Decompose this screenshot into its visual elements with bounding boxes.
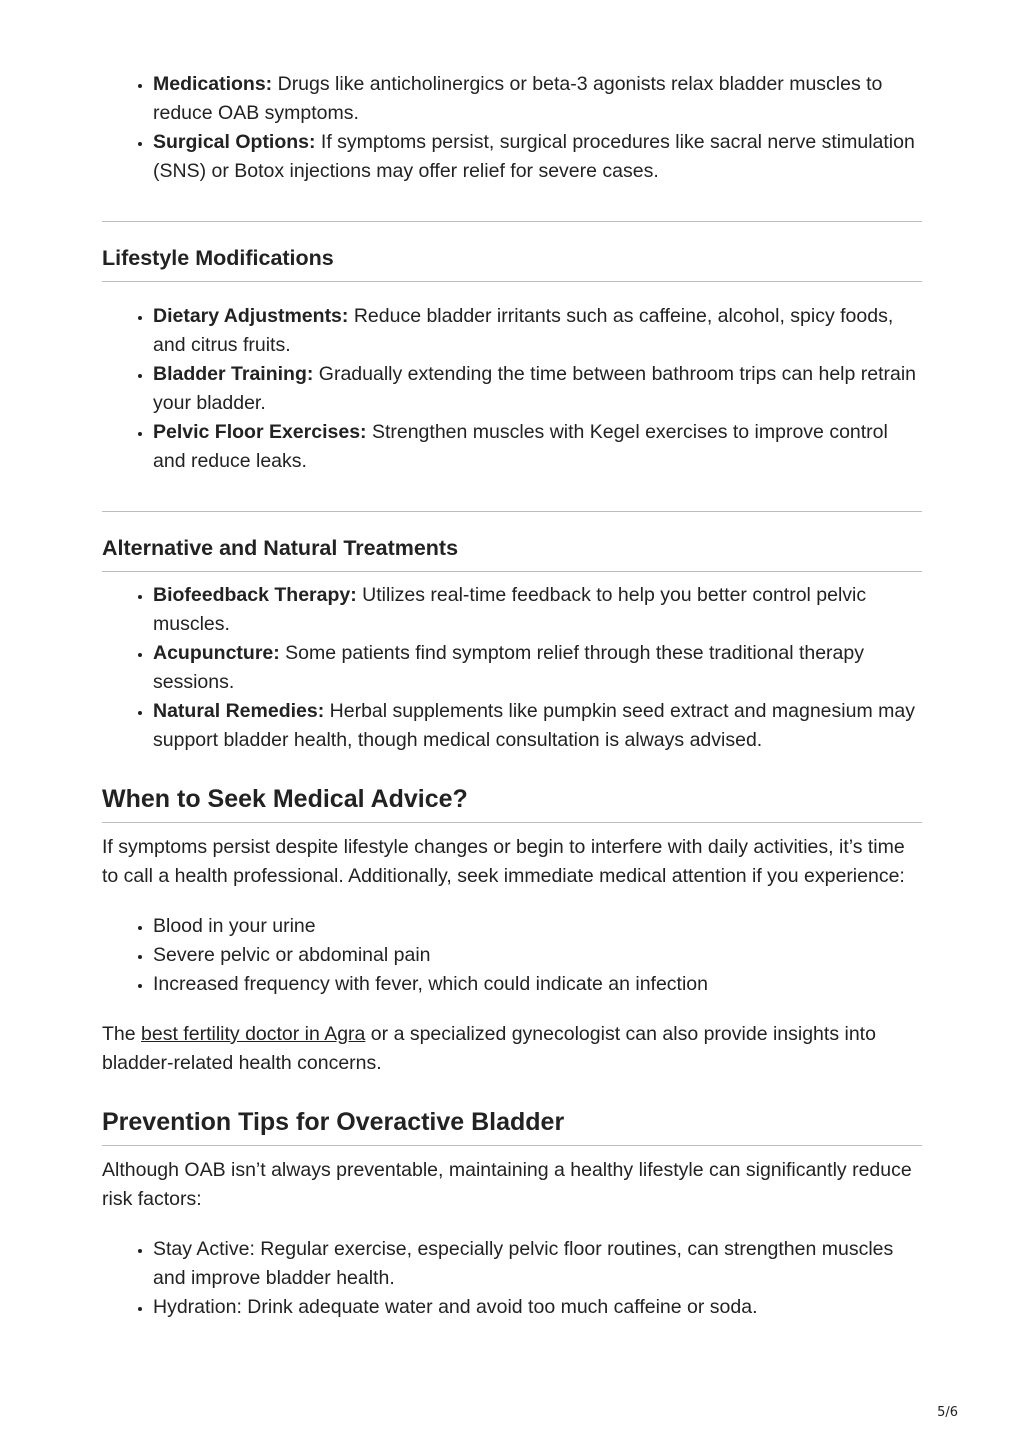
list-item — [153, 70, 922, 128]
item-term: Bladder Training: — [153, 363, 314, 385]
alternative-heading: Alternative and Natural Treatments — [102, 534, 922, 572]
advice-outro — [102, 1020, 922, 1078]
list-item — [153, 360, 922, 418]
item-term: Dietary Adjustments: — [153, 305, 349, 327]
item-text: Some patients find symptom relief through these traditional therapy sessions. — [153, 642, 864, 693]
lifestyle-list — [102, 302, 922, 476]
prevention-list — [102, 1235, 922, 1322]
item-term: Biofeedback Therapy: — [153, 584, 357, 606]
list-item — [153, 697, 922, 755]
outro-text: or a specialized gynecologist can also provide insights into bladder-related health concerns. — [102, 1023, 876, 1074]
prevention-intro: Although OAB isn’t always preventable, maintaining a healthy lifestyle can significantly reduce risk factors: — [102, 1159, 912, 1210]
list-item: • Increased frequency with fever, which could indicate an infection — [153, 970, 922, 999]
divider — [102, 221, 922, 222]
item-text: Strengthen muscles with Kegel exercises to improve control and reduce leaks. — [153, 421, 888, 472]
item-text: Reduce bladder irritants such as caffeine, alcohol, spicy foods, and citrus fruits. — [153, 305, 894, 356]
item-term: Natural Remedies: — [153, 700, 325, 722]
item-term: Acupuncture: — [153, 642, 280, 664]
item-term: Surgical Options: — [153, 131, 316, 153]
alternative-list — [102, 581, 922, 755]
document-content — [102, 70, 922, 1322]
item-term: Pelvic Floor Exercises: — [153, 421, 367, 443]
outro-text: The — [102, 1023, 142, 1045]
fertility-doctor-link[interactable]: best fertility doctor in Agra — [141, 1023, 366, 1045]
divider — [102, 511, 922, 512]
list-item: • Hydration: Drink adequate water and avoid too much caffeine or soda. — [153, 1293, 922, 1322]
treatment-list — [102, 70, 922, 186]
page-number: 5/6 — [937, 1405, 958, 1420]
item-text: Herbal supplements like pumpkin seed extract and magnesium may support bladder health, though medical consultation is always advised. — [153, 700, 915, 751]
item-term: Medications: — [153, 73, 273, 95]
item-text: Utilizes real-time feedback to help you better control pelvic muscles. — [153, 584, 867, 635]
item-text: Drugs like anticholinergics or beta-3 agonists relax bladder muscles to reduce OAB symptoms. — [153, 73, 883, 124]
item-text: If symptoms persist, surgical procedures like sacral nerve stimulation (SNS) or Botox injections may offer relief for severe cases. — [153, 131, 915, 182]
list-item — [153, 128, 922, 186]
prevention-heading: Prevention Tips for Overactive Bladder — [102, 1106, 922, 1146]
list-item: • Blood in your urine — [153, 912, 922, 941]
advice-intro: If symptoms persist despite lifestyle changes or begin to interfere with daily activities, it’s time to call a health professional. Additionally, seek immediate medical attention if you experience: — [102, 836, 905, 887]
advice-list — [102, 912, 922, 999]
item-text: Gradually extending the time between bathroom trips can help retrain your bladder. — [153, 363, 917, 414]
list-item: • Severe pelvic or abdominal pain — [153, 941, 922, 970]
list-item — [153, 302, 922, 360]
list-item — [153, 581, 922, 639]
list-item — [153, 639, 922, 697]
advice-heading: When to Seek Medical Advice? — [102, 783, 922, 823]
lifestyle-heading: Lifestyle Modifications — [102, 244, 922, 282]
list-item — [153, 418, 922, 476]
list-item: • Stay Active: Regular exercise, especially pelvic floor routines, can strengthen muscles and improve bladder health. — [153, 1235, 922, 1293]
